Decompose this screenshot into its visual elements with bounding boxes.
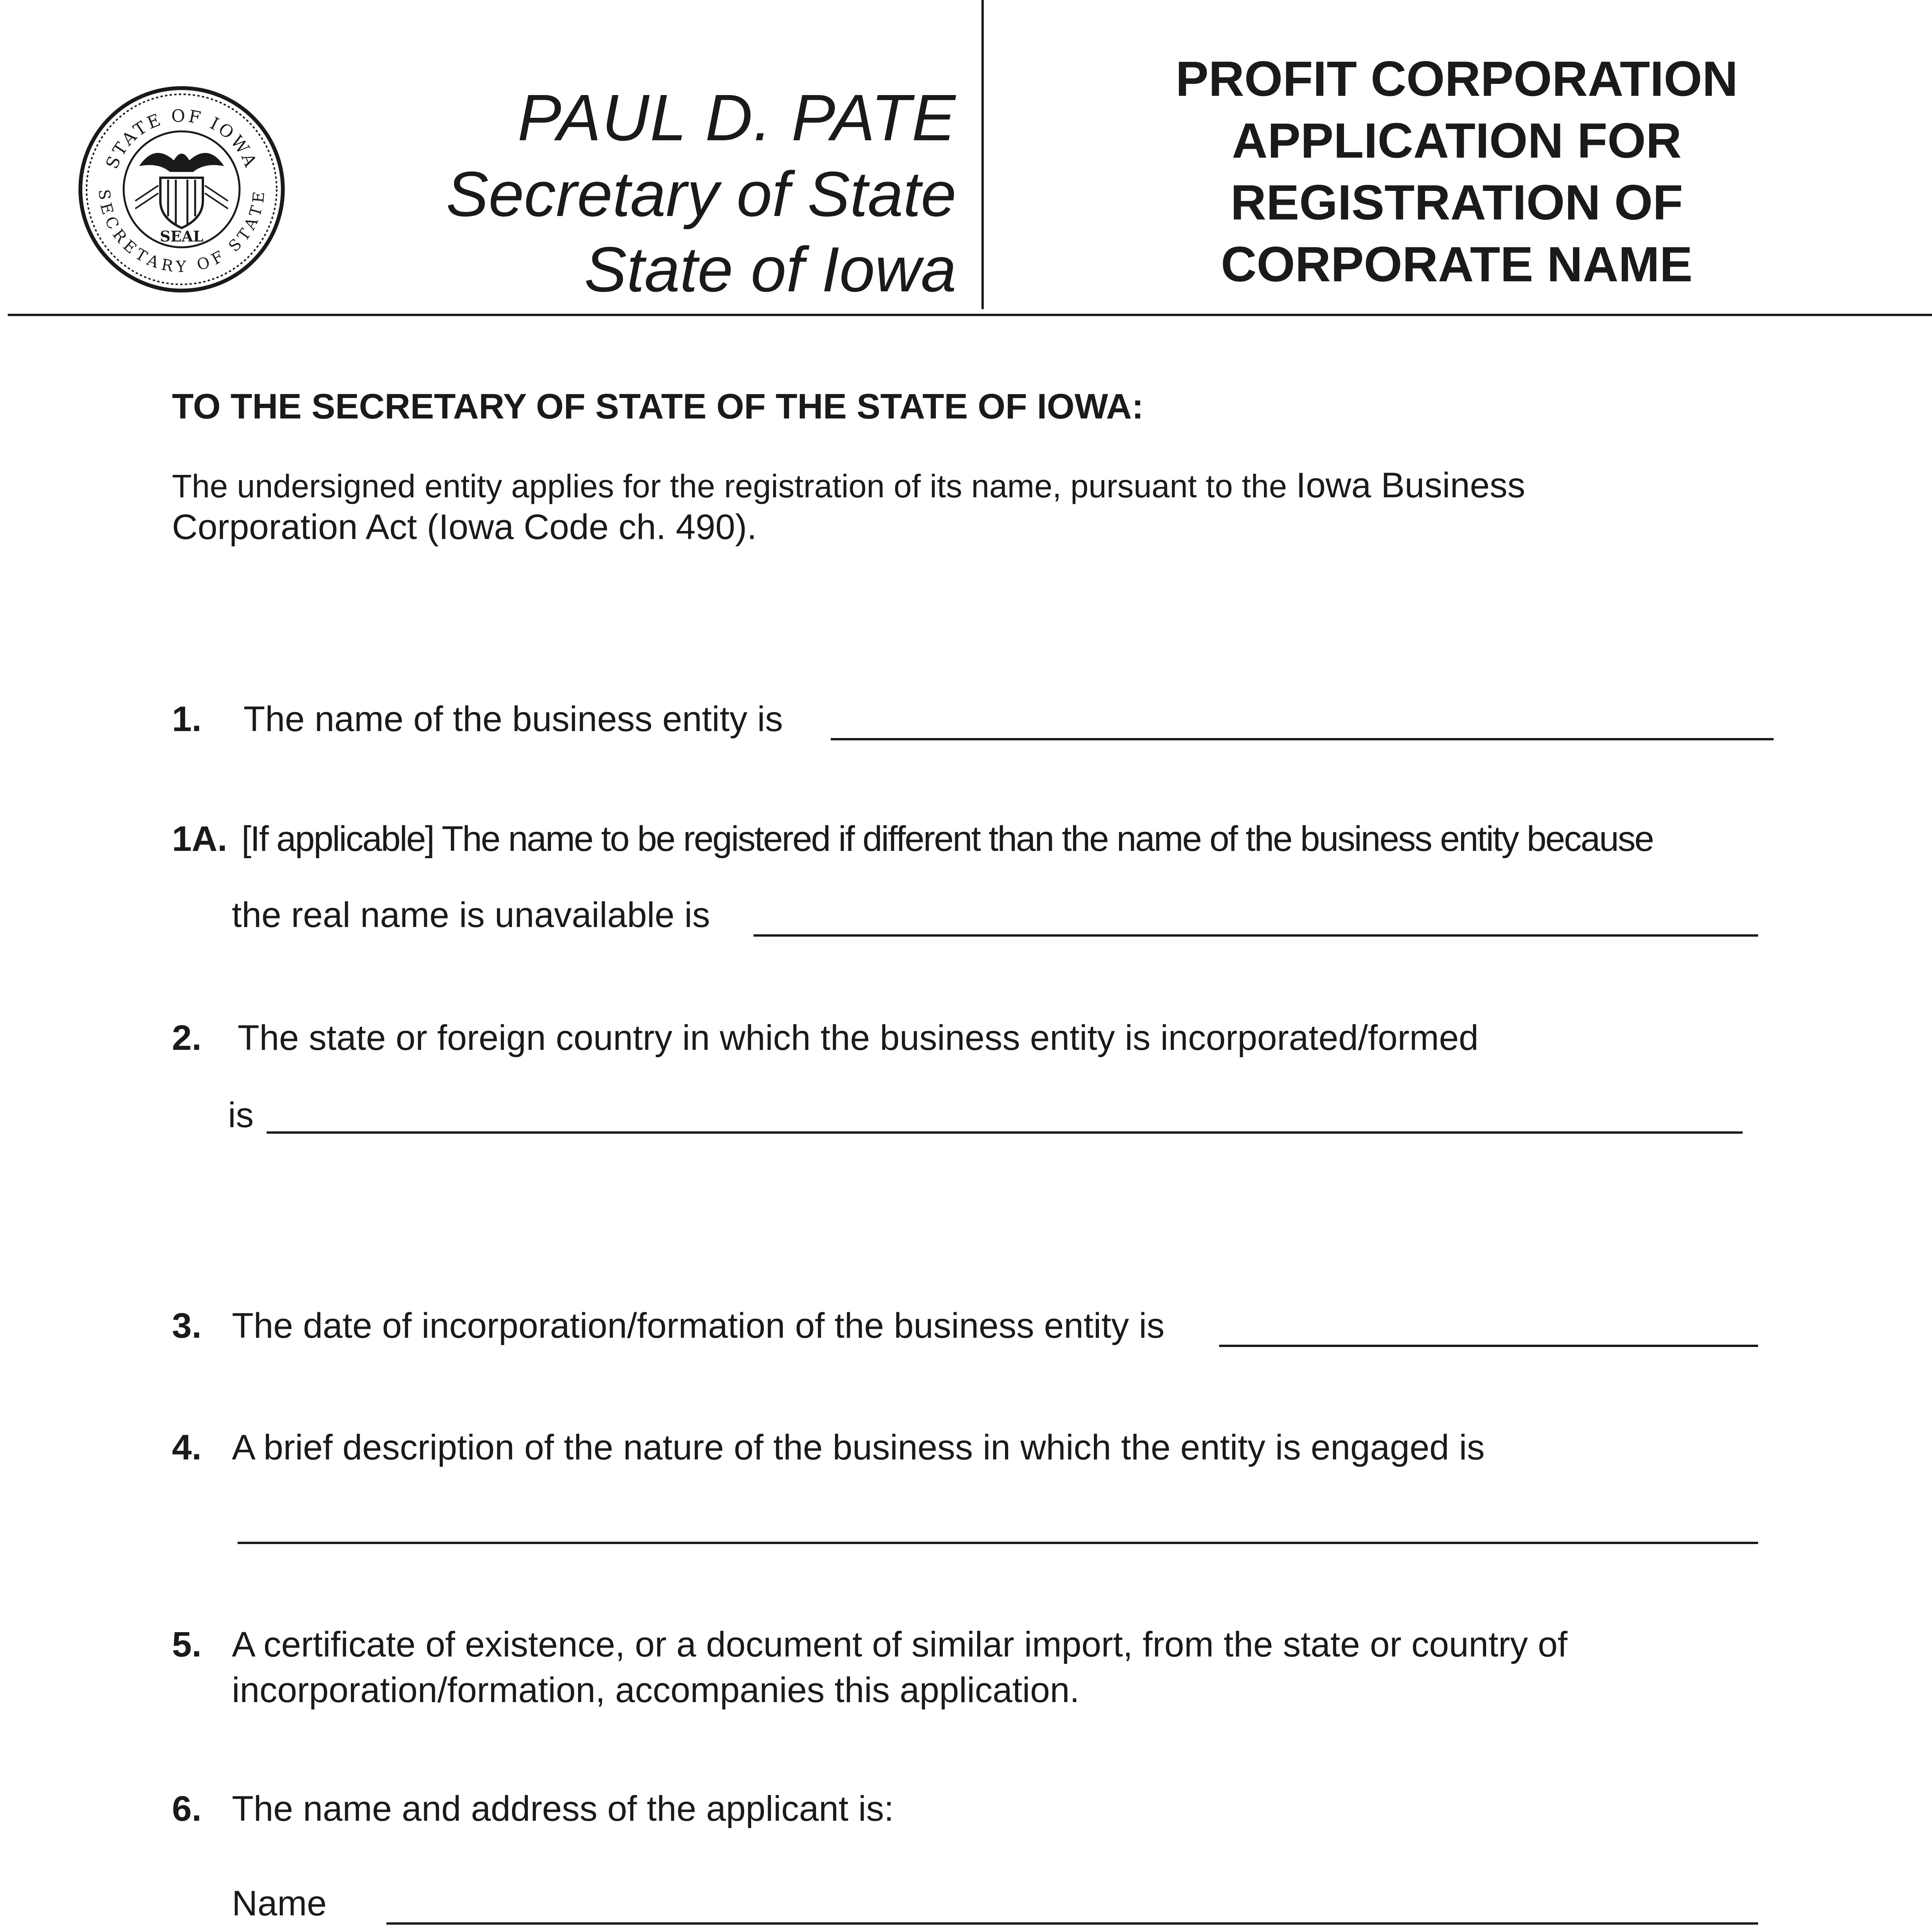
item-number: 4. xyxy=(172,1428,202,1467)
header-horizontal-divider xyxy=(8,314,1932,316)
form-title xyxy=(1074,48,1839,296)
header-vertical-divider xyxy=(981,0,984,309)
addressee-heading: TO THE SECRETARY OF STATE OF THE STATE OF IOWA: xyxy=(172,387,1144,426)
item-6-label: The name and address of the applicant is: xyxy=(232,1789,894,1828)
registered-name-field[interactable] xyxy=(753,896,1758,934)
item-5-text-line1: A certificate of existence, or a document of similar import, from the state or country of xyxy=(232,1625,1568,1664)
official-name: PAUL D. PATE xyxy=(517,81,956,155)
item-number: 6. xyxy=(172,1789,202,1828)
business-description-field[interactable] xyxy=(238,1503,1758,1542)
intro-text-line2: Corporation Act (Iowa Code ch. 490). xyxy=(172,507,757,547)
form-title-line: REGISTRATION OF xyxy=(1230,175,1683,230)
form-title-line: APPLICATION FOR xyxy=(1232,113,1682,168)
applicant-name-field[interactable] xyxy=(386,1884,1758,1922)
item-3-label: The date of incorporation/formation of the business entity is xyxy=(232,1306,1165,1345)
item-5-text-line2: incorporation/formation, accompanies this application. xyxy=(232,1670,1080,1710)
intro-text-line1: The undersigned entity applies for the registration of its name, pursuant to the Iowa Business xyxy=(172,466,1526,505)
item-2-label-line2: is xyxy=(228,1095,254,1135)
field-underline xyxy=(267,1131,1743,1134)
incorporation-date-field[interactable] xyxy=(1219,1306,1758,1345)
field-underline xyxy=(753,934,1758,937)
item-4-label: A brief description of the nature of the business in which the entity is engaged is xyxy=(232,1428,1485,1467)
item-number: 2. xyxy=(172,1018,202,1058)
form-title-line: CORPORATE NAME xyxy=(1221,237,1693,292)
field-underline xyxy=(1219,1345,1758,1347)
item-number: 5. xyxy=(172,1625,202,1664)
item-1a-label-line1: [If applicable] The name to be registered if different than the name of the business entity because xyxy=(242,819,1653,859)
form-title-line: PROFIT CORPORATION xyxy=(1175,51,1738,107)
applicant-name-label: Name xyxy=(232,1884,327,1923)
business-entity-name-field[interactable] xyxy=(831,699,1774,738)
state-of-incorporation-field[interactable] xyxy=(267,1093,1743,1131)
field-underline xyxy=(831,738,1774,740)
field-underline xyxy=(238,1542,1758,1544)
item-1-label: The name of the business entity is xyxy=(243,699,783,739)
state-seal-logo xyxy=(77,85,286,294)
item-1a-label-line2: the real name is unavailable is xyxy=(232,895,710,935)
field-underline xyxy=(386,1922,1758,1925)
svg-text:SECRETARY OF STATE: SECRETARY OF STATE xyxy=(95,189,269,276)
item-2-label-line1: The state or foreign country in which the business entity is incorporated/formed xyxy=(238,1018,1479,1058)
item-number: 3. xyxy=(172,1306,202,1345)
official-state: State of Iowa xyxy=(584,234,956,305)
svg-text:SEAL: SEAL xyxy=(160,228,204,245)
item-number: 1. xyxy=(172,699,202,739)
official-title: Secretary of State xyxy=(446,158,956,230)
item-number: 1A. xyxy=(172,819,228,859)
svg-text:STATE OF IOWA: STATE OF IOWA xyxy=(102,106,261,172)
